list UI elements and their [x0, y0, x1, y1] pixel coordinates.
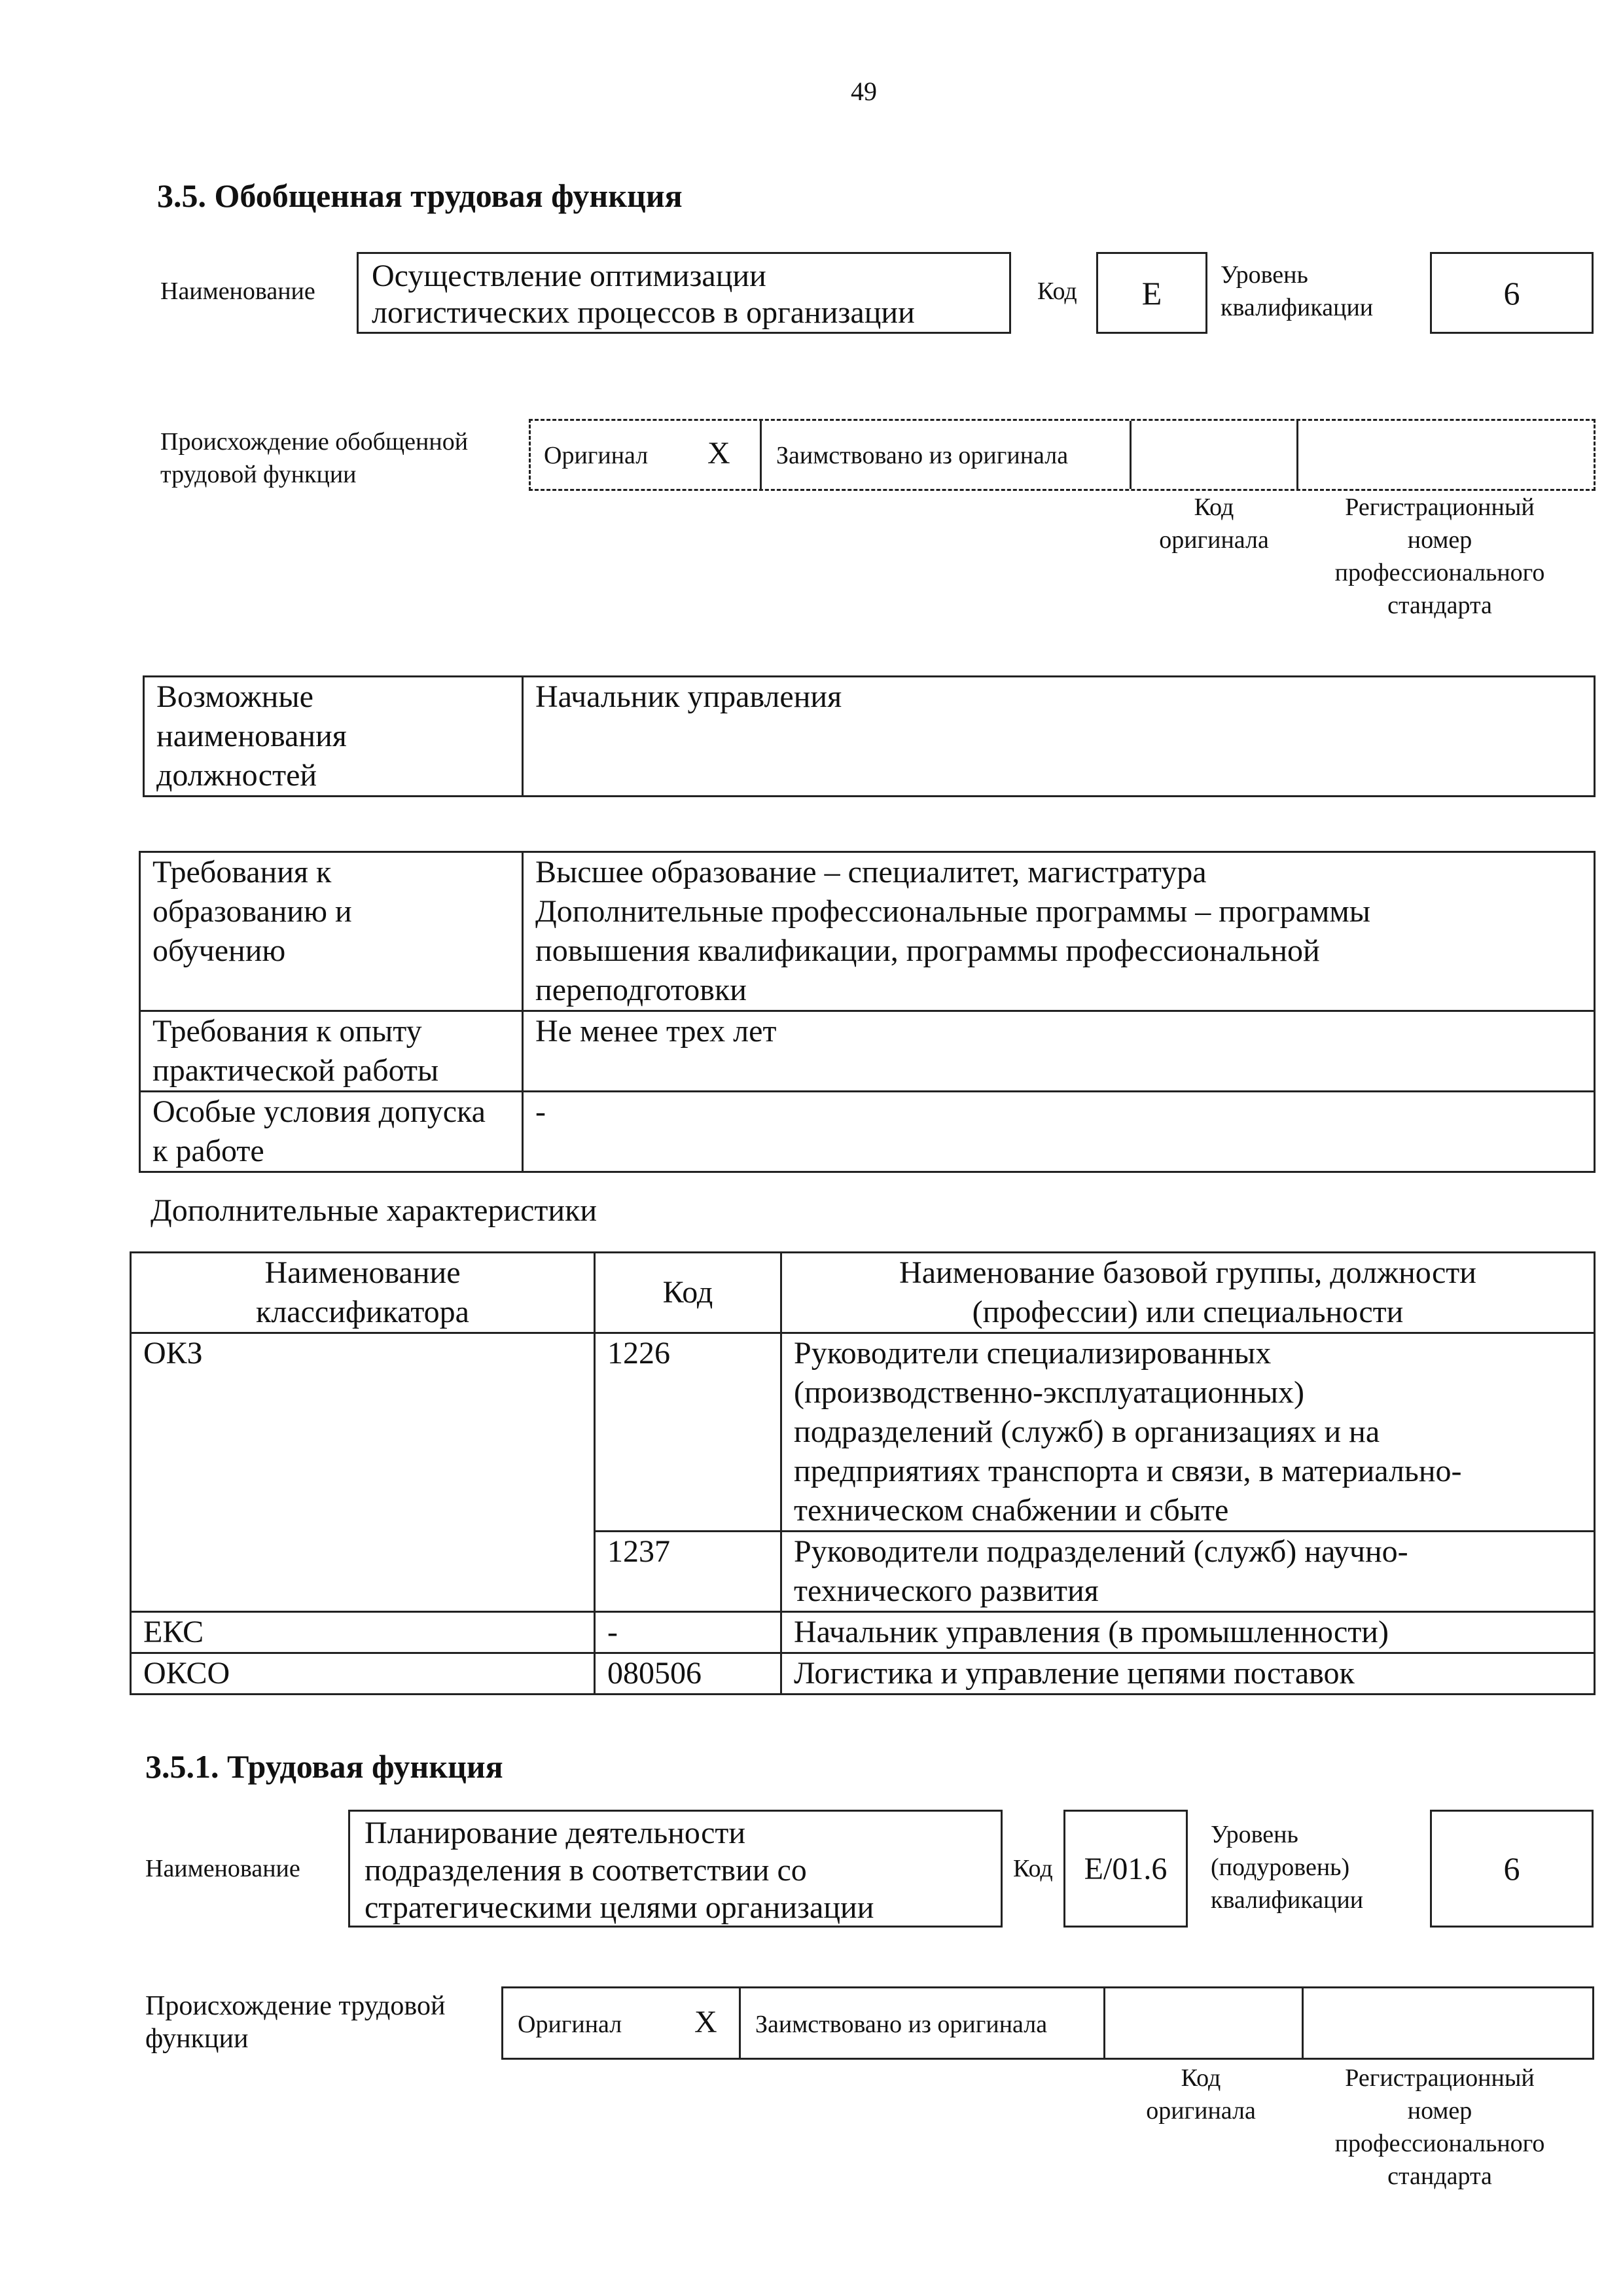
req-education-label: [140, 852, 523, 1011]
origin-divider-3: [1296, 421, 1298, 489]
okz-name-2: [781, 1532, 1595, 1612]
table-row: [144, 677, 1595, 797]
origin-mark: X: [707, 436, 730, 471]
sub-level-label-line2: (подуровень): [1211, 1854, 1350, 1881]
sub-origin-divider-1: [739, 1988, 741, 2058]
sub-level-label-line1: Уровень: [1211, 1821, 1298, 1848]
req-education-value-line2: Дополнительные профессиональные программы – программы: [535, 894, 1370, 929]
origin-code-caption-line2: оригинала: [1159, 526, 1269, 554]
okz-name-1-line2: (производственно-эксплуатационных): [794, 1375, 1304, 1410]
additional-title: Дополнительные характеристики: [151, 1193, 597, 1228]
okz-code-1: 1226: [595, 1333, 781, 1532]
level-label-line1: Уровень: [1221, 261, 1308, 289]
req-education-label-line1: Требования к: [152, 855, 332, 889]
sub-origin-divider-3: [1302, 1988, 1304, 2058]
level-value: 6: [1503, 274, 1520, 312]
origin-original: Оригинал: [544, 442, 649, 469]
sub-origin-reg-caption-line4: стандарта: [1387, 2162, 1492, 2190]
page-number: 49: [851, 77, 877, 106]
sub-origin-divider-2: [1103, 1988, 1105, 2058]
header-name-line1: Наименование базовой группы, должности: [899, 1255, 1476, 1290]
origin-label-line2: трудовой функции: [160, 461, 357, 488]
header-classifier-line2: классификатора: [256, 1295, 469, 1329]
req-education-value-line3: повышения квалификации, программы профессиональной: [535, 933, 1320, 968]
okz-name-2-line2: технического развития: [794, 1573, 1099, 1608]
okz-name-1-line4: предприятиях транспорта и связи, в материально-: [794, 1454, 1462, 1488]
origin-divider-1: [760, 421, 762, 489]
origin-code-caption-line1: Код: [1194, 493, 1234, 521]
req-experience-label-line1: Требования к опыту: [152, 1014, 422, 1049]
code-value-box: [1096, 252, 1207, 334]
req-experience-label: [140, 1011, 523, 1092]
sub-origin-borrowed: Заимствовано из оригинала: [755, 2011, 1048, 2038]
positions-table: [143, 675, 1596, 797]
req-special-value: [523, 1092, 1595, 1172]
sub-level-value: 6: [1503, 1850, 1520, 1887]
origin-borrowed: Заимствовано из оригинала: [776, 442, 1069, 469]
eks-code: -: [595, 1612, 781, 1653]
req-education-value-line4: переподготовки: [535, 973, 747, 1007]
okz-code-2: 1237: [595, 1532, 781, 1612]
origin-reg-caption-line3: профессионального: [1334, 559, 1545, 586]
sub-origin-label: [145, 1990, 445, 2055]
table-row: [131, 1333, 1595, 1532]
origin-reg-caption-line1: Регистрационный: [1345, 493, 1535, 521]
sub-origin-code-caption: [1119, 2062, 1283, 2127]
table-row: [140, 1011, 1595, 1092]
header-name-line2: (профессии) или специальности: [972, 1295, 1404, 1329]
okso-label: ОКСО: [131, 1653, 595, 1695]
okz-name-1-line3: подразделений (служб) в организациях и на: [794, 1414, 1380, 1449]
eks-name: Начальник управления (в промышленности): [781, 1612, 1595, 1653]
sub-level-label-line3: квалификации: [1211, 1886, 1364, 1914]
req-experience-label-line2: практической работы: [152, 1053, 439, 1088]
sub-origin-reg-caption: [1302, 2062, 1577, 2193]
sub-origin-reg-caption-line3: профессионального: [1334, 2130, 1545, 2157]
level-label: [1221, 259, 1373, 324]
okz-name-1-line5: техническом снабжении и сбыте: [794, 1493, 1229, 1528]
sub-origin-reg-caption-line2: номер: [1407, 2097, 1472, 2125]
name-label: Наименование: [160, 278, 315, 305]
table-row: [131, 1653, 1595, 1695]
header-classifier: [131, 1253, 595, 1333]
table-header-row: [131, 1253, 1595, 1333]
positions-label-line2: наименования: [156, 719, 347, 753]
requirements-table: [139, 851, 1596, 1173]
code-label: Код: [1037, 278, 1077, 305]
sub-origin-code-caption-line2: оригинала: [1146, 2097, 1256, 2125]
name-value-line2: логистических процессов в организации: [372, 295, 915, 330]
positions-label-line1: Возможные: [156, 679, 313, 714]
origin-reg-caption-line4: стандарта: [1387, 592, 1492, 619]
sub-origin-label-line1: Происхождение трудовой: [145, 1991, 446, 2021]
sub-origin-table: [501, 1986, 1594, 2060]
header-code: Код: [595, 1253, 781, 1333]
sub-code-value: E/01.6: [1084, 1851, 1168, 1886]
req-special-value-line1: -: [535, 1094, 546, 1129]
okso-name: Логистика и управление цепями поставок: [781, 1653, 1595, 1695]
positions-value: Начальник управления: [523, 677, 1595, 797]
req-special-label-line1: Особые условия допуска: [152, 1094, 486, 1129]
positions-label: [144, 677, 523, 797]
level-label-line2: квалификации: [1221, 294, 1374, 321]
table-row: [140, 852, 1595, 1011]
name-value-box: [357, 252, 1011, 334]
okz-name-2-line1: Руководители подразделений (служб) научно-: [794, 1534, 1408, 1569]
origin-table: [529, 419, 1596, 491]
positions-label-line3: должностей: [156, 758, 317, 793]
section-title: 3.5. Обобщенная трудовая функция: [157, 177, 683, 214]
okz-name-1: [781, 1333, 1595, 1532]
req-education-label-line2: образованию и: [152, 894, 352, 929]
subsection-title: 3.5.1. Трудовая функция: [145, 1748, 503, 1785]
header-classifier-line1: Наименование: [264, 1255, 461, 1290]
req-education-value-line1: Высшее образование – специалитет, магистратура: [535, 855, 1207, 889]
okz-name-1-line1: Руководители специализированных: [794, 1336, 1272, 1371]
sub-origin-label-line2: функции: [145, 2024, 249, 2054]
sub-name-value-line1: Планирование деятельности: [365, 1816, 746, 1850]
name-value-line1: Осуществление оптимизации: [372, 259, 766, 293]
additional-table: [130, 1251, 1596, 1695]
sub-name-label: Наименование: [145, 1855, 300, 1882]
sub-level-value-box: [1430, 1810, 1594, 1928]
sub-origin-original: Оригинал: [518, 2011, 622, 2038]
header-name: [781, 1253, 1595, 1333]
eks-label: ЕКС: [131, 1612, 595, 1653]
req-experience-value: [523, 1011, 1595, 1092]
sub-level-label: [1211, 1818, 1363, 1916]
sub-name-value-box: [348, 1810, 1003, 1928]
sub-name-value-line2: подразделения в соответствии со: [365, 1853, 807, 1888]
origin-label-line1: Происхождение обобщенной: [160, 428, 469, 456]
origin-label: [160, 425, 468, 491]
origin-reg-caption-line2: номер: [1407, 526, 1472, 554]
sub-code-value-box: [1063, 1810, 1188, 1928]
code-value: E: [1141, 274, 1162, 312]
req-special-label-line2: к работе: [152, 1134, 264, 1168]
origin-divider-2: [1130, 421, 1132, 489]
table-row: [140, 1092, 1595, 1172]
sub-origin-mark: X: [694, 2005, 717, 2039]
req-special-label: [140, 1092, 523, 1172]
req-experience-value-line1: Не менее трех лет: [535, 1014, 777, 1049]
okz-label: ОКЗ: [131, 1333, 595, 1612]
level-value-box: [1430, 252, 1594, 334]
sub-code-label: Код: [1013, 1855, 1053, 1882]
sub-origin-code-caption-line1: Код: [1181, 2064, 1221, 2092]
table-row: [131, 1612, 1595, 1653]
okso-code: 080506: [595, 1653, 781, 1695]
req-education-value: [523, 852, 1595, 1011]
sub-name-value-line3: стратегическими целями организации: [365, 1890, 874, 1925]
origin-code-caption: [1132, 491, 1296, 556]
origin-reg-caption: [1302, 491, 1577, 622]
sub-origin-reg-caption-line1: Регистрационный: [1345, 2064, 1535, 2092]
req-education-label-line3: обучению: [152, 933, 286, 968]
